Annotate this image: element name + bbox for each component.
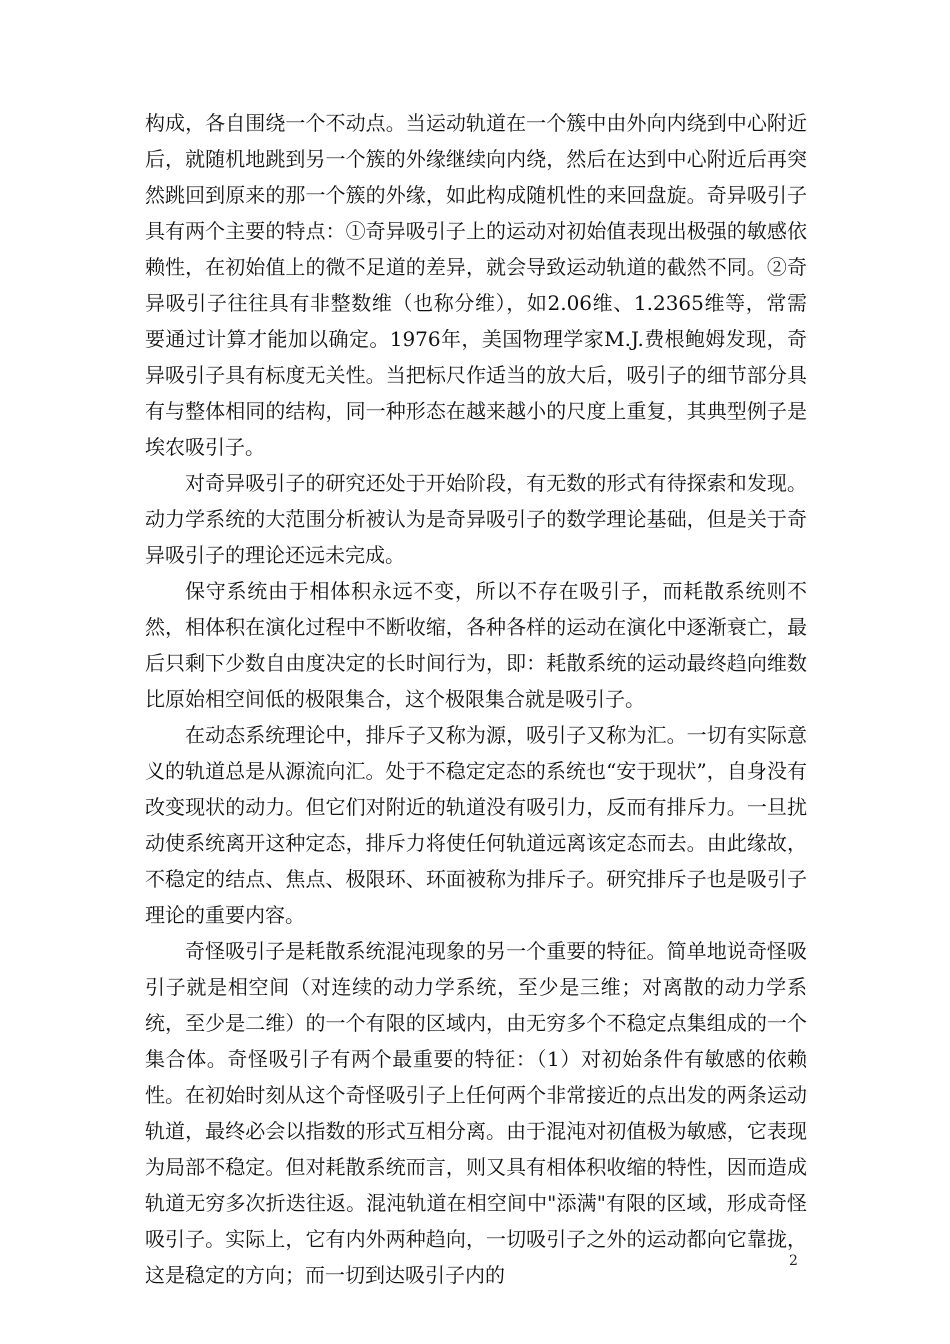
page-body: [145, 105, 807, 1293]
paragraph-5: 奇怪吸引子是耗散系统混沌现象的另一个重要的特征。简单地说奇怪吸引子就是相空间（对连续的动力学系统，至少是三维；对离散的动力学系统，至少是二维）的一个有限的区域内，由无穷多个不稳定点集组成的一个集合体。奇怪吸引子有两个最重要的特征：（1）对初始条件有敏感的依赖性。在初始时刻从这个奇怪吸引子上任何两个非常接近的点出发的两条运动轨道，最终必会以指数的形式互相分离。由于混沌对初值极为敏感，它表现为局部不稳定。但对耗散系统而言，则又具有相体积收缩的特性，因而造成轨道无穷多次折迭往返。混沌轨道在相空间中"添满"有限的区域，形成奇怪吸引子。实际上，它有内外两种趋向，一切吸引子之外的运动都向它靠拢，这是稳定的方向；而一切到达吸引子内的: [145, 939, 807, 1287]
paragraph-4: 在动态系统理论中，排斥子又称为源，吸引子又称为汇。一切有实际意义的轨道总是从源流向汇。处于不稳定定态的系统也“安于现状”，自身没有改变现状的动力。但它们对附近的轨道没有吸引力，反而有排斥力。一旦扰动使系统离开这种定态，排斥力将使任何轨道远离该定态而去。由此缘故，不稳定的结点、焦点、极限环、环面被称为排斥子。研究排斥子也是吸引子理论的重要内容。: [145, 723, 807, 927]
paragraph-1: 构成，各自围绕一个不动点。当运动轨道在一个簇中由外向内绕到中心附近后，就随机地跳到另一个簇的外缘继续向内绕，然后在达到中心附近后再突然跳回到原来的那一个簇的外缘，如此构成随机性的来回盘旋。奇异吸引子具有两个主要的特点：①奇异吸引子上的运动对初始值表现出极强的敏感依赖性，在初始值上的微不足道的差异，就会导致运动轨道的截然不同。②奇异吸引子往往具有非整数维（也称分维），如2.06维、1.2365维等，常需要通过计算才能加以确定。1976年，美国物理学家M.J.费根鲍姆发现，奇异吸引子具有标度无关性。当把标尺作适当的放大后，吸引子的细节部分具有与整体相同的结构，同一种形态在越来越小的尺度上重复，其典型例子是埃农吸引子。: [145, 111, 807, 459]
paragraph-3: 保守系统由于相体积永远不变，所以不存在吸引子，而耗散系统则不然，相体积在演化过程中不断收缩，各种各样的运动在演化中逐渐衰亡，最后只剩下少数自由度决定的长时间行为，即：耗散系统的运动最终趋向维数比原始相空间低的极限集合，这个极限集合就是吸引子。: [145, 579, 807, 711]
paragraph-2: 对奇异吸引子的研究还处于开始阶段，有无数的形式有待探索和发现。动力学系统的大范围分析被认为是奇异吸引子的数学理论基础，但是关于奇异吸引子的理论还远未完成。: [145, 471, 807, 567]
page-number: 2: [789, 1253, 798, 1269]
